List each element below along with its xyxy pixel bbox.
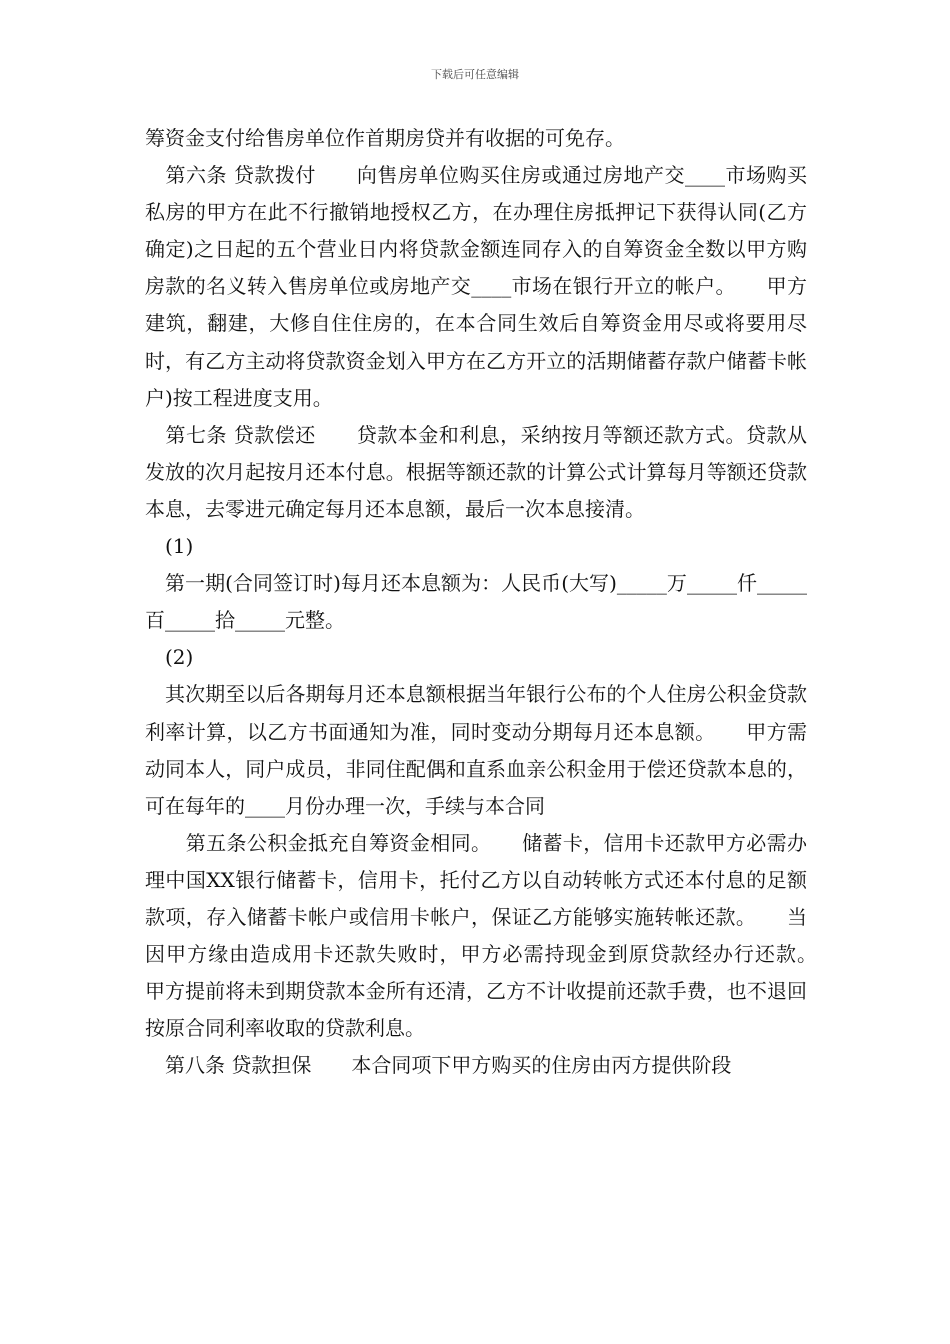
- paragraph-article-7: 第七条 贷款偿还 贷款本金和利息，采纳按月等额还款方式。贷款从发放的次月起按月还本付息。根据等额还款的计算公式计算每月等额还贷款本息，去零进元确定每月还本息额，最后一次本息接清。: [145, 422, 807, 521]
- paragraph-item-2-marker: (2): [145, 645, 194, 670]
- page-header: 下载后可任意编辑: [431, 68, 519, 81]
- paragraph-article-5-cards: 第五条公积金抵充自筹资金相同。 储蓄卡，信用卡还款甲方必需办理中国XX银行储蓄卡，信用卡，托付乙方以自动转帐方式还本付息的足额款项，存入储蓄卡帐户或信用卡帐户，保证乙方能够实施转帐还款。 当因甲方缘由造成用卡还款失败时，甲方必需持现金到原贷款经办行还款。 甲方提前将未到期贷款本金所有还清，乙方不计收提前还款手费，也不退回按原合同利率收取的贷款利息。: [145, 830, 847, 1041]
- paragraph-article-6: 第六条 贷款拨付 向售房单位购买住房或通过房地产交____市场购买私房的甲方在此不行撤销地授权乙方，在办理住房抵押记下获得认同(乙方确定)之日起的五个营业日内将贷款金额连同存入的自筹资金全数以甲方购房款的名义转入售房单位或房地产交____市场在银行开立的帐户。 甲方建筑，翻建，大修自住住房的，在本合同生效后自筹资金用尽或将要用尽时，有乙方主动将贷款资金划入甲方在乙方开立的活期储蓄存款户储蓄卡帐户)按工程进度支用。: [145, 163, 807, 410]
- paragraph-article-8: 第八条 贷款担保 本合同项下甲方购买的住房由丙方提供阶段: [145, 1053, 732, 1078]
- paragraph-item-1-marker: (1): [145, 534, 194, 559]
- paragraph-subsequent-payments: 其次期至以后各期每月还本息额根据当年银行公布的个人住房公积金贷款利率计算，以乙方书面通知为准，同时变动分期每月还本息额。 甲方需动同本人，同户成员，非同住配偶和直系血亲公积金用于偿还贷款本息的，可在每年的____月份办理一次，手续与本合同: [145, 682, 807, 818]
- document-body: [145, 120, 847, 1084]
- paragraph-1: 筹资金支付给售房单位作首期房贷并有收据的可免存。: [145, 126, 625, 150]
- paragraph-first-payment: 第一期(合同签订时)每月还本息额为：人民币(大写)_____万_____仟_____百_____拾_____元整。: [145, 571, 807, 633]
